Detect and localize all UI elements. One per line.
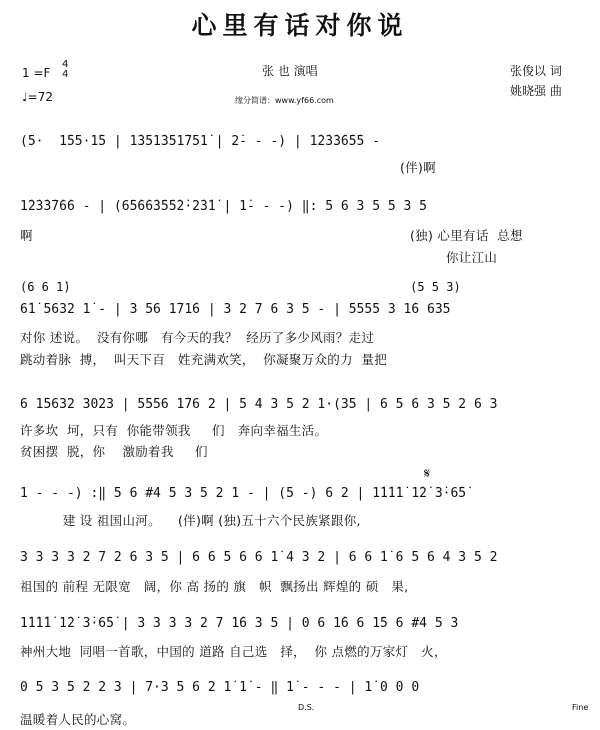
score-row-2: 1̇2̇3̇3̇7̇6̇6 - | (6̇5̇6̇6̇3̇5̇5̇2̇·2̇3̇1̇ | 1̇- - -) ‖: 5 6 3 5 5 3 5 xyxy=(20,199,427,214)
lyric-row-8: 温暖着人民的心窝。 xyxy=(20,712,136,727)
lyric-row-5: 建 设 祖国山河。 (伴)啊 (独)五十六个民族紧跟你, xyxy=(20,513,361,528)
score-row-8: 0 5 3 5 2 2 3 | 7·3 5 6 2 1̇ 1̇ - ‖ 1̇ - - - | 1̇ 0 0 0 xyxy=(20,680,420,695)
lyric-row-4-second: 贫困摆 脱，你 激励着我 们 xyxy=(20,444,208,459)
fine-mark: Fine xyxy=(572,703,589,712)
score-row-7: 1̇1̇1̇1̇ 1̇2̇ 3̇·6̇5̇ | 3 3 3 3 2 7 1̇6 3 5 | 0 6 1̇6 6 1̇5 6 #4 5 3 xyxy=(20,616,459,631)
segno-mark: 𝄋 xyxy=(424,466,431,482)
lyric-row-2: 啊 xyxy=(20,228,33,243)
lyric-row-7: 神州大地 同唱一首歌，中国的 道路 自己选 择， 你 点燃的万家灯 火， xyxy=(20,644,447,659)
time-bottom: 4 xyxy=(62,69,69,80)
ds-mark: D.S. xyxy=(298,703,315,712)
lyric-row-4: 许多坎 坷，只有 你能带领我 们 奔向幸福生活。 xyxy=(20,423,328,438)
singer-credit: 张 也 演唱 xyxy=(262,64,318,78)
lyric-row-3-tail: 你让江山 xyxy=(446,250,498,265)
score-row-4: 6 1̇5632 3023 | 5556 1̇76 2 | 5 4 3 5 2 1·(35 | 6 5 6 3 5 2 6 3 xyxy=(20,397,498,412)
tempo-marking: ♩=72 xyxy=(22,90,53,104)
score-row-3: 6̇1̇ 5632 1̇ - | 3 56 1̇71̇6 | 3 2 7 6 3 5 - | 5555 3 1̇6 635 xyxy=(20,302,451,317)
score-row-5: 1 - - -) :‖ 5 6 #4 5 3 5 2 1 - | (5 -) 6 2 | 1̇1̇1̇1̇ 1̇2̇ 3̇·6̇5̇ xyxy=(20,486,467,501)
lyric-row-2-tail: (独) 心里有话 总想 xyxy=(410,228,523,243)
lyric-row-3: 对你 述说。 没有你哪 有今天的我？ 经历了多少风雨？走过 xyxy=(20,330,375,345)
lyric-row-6: 祖国的 前程 无限宽 阔，你 高 扬的 旗 帜 飘扬出 辉煌的 硕 果, xyxy=(20,579,409,594)
time-signature xyxy=(62,60,68,80)
lyric-row-1-tail: (伴)啊 xyxy=(400,160,436,175)
key-signature: 1 =F xyxy=(22,66,51,80)
score-row-6: 3 3 3 3 2 7 2 6 3 5 | 6 6 5 6 6 1̇ 4 3 2 | 6 6 1̇ 6 5 6 4 3 5 2 xyxy=(20,550,498,565)
song-title: 心里有话对你说 xyxy=(191,11,409,40)
score-row-3-above: (6 6 1̇) (5 5 3) xyxy=(20,280,461,294)
score-row-1: (5· 1̇55·1̇5 | 1̇351̇351̇751̇ | 2̇- - -) | 1̇2̇3̇3̇6̇5̇5 - xyxy=(20,134,381,149)
lyricist-credit: 张俊以 词 xyxy=(510,64,562,78)
source-credit: 缘分简谱：www.yf66.com xyxy=(235,96,334,105)
time-top: 4 xyxy=(62,59,69,70)
lyric-row-3-second: 跳动着脉 搏， 叫天下百 姓充满欢笑， 你凝聚万众的力 量把 xyxy=(20,352,388,367)
composer-credit: 姚晓强 曲 xyxy=(510,84,562,98)
